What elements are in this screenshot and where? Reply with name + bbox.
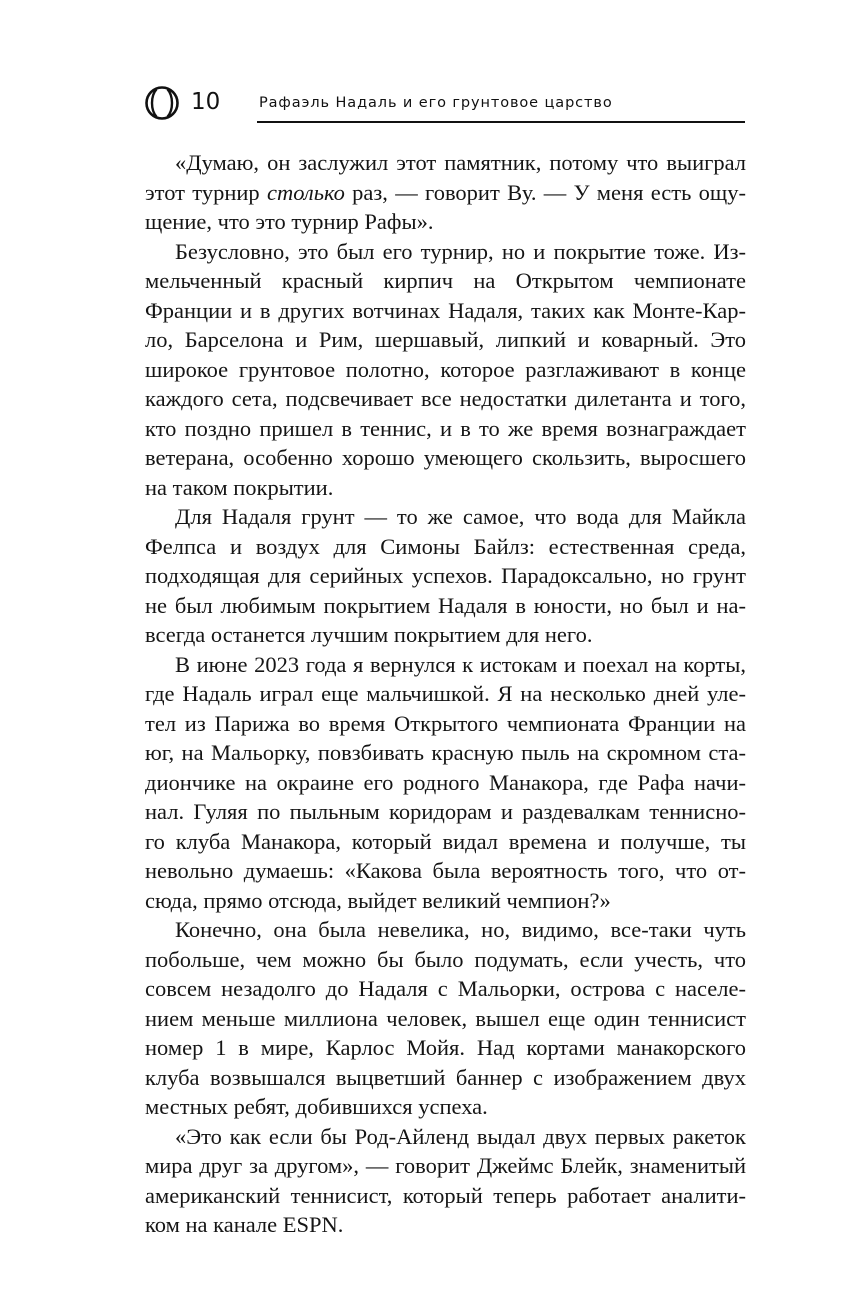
text-line: номер 1 в мире, Карлос Мойя. Над кортами манакорского (145, 1035, 746, 1060)
text-line: подходящая для серийных успехов. Парадоксально, но грунт (145, 563, 746, 588)
text-segment: раз, — говорит Ву. — У меня есть ощу- (344, 179, 746, 205)
text-line: американский теннисист, который теперь работает аналити- (145, 1182, 746, 1208)
text-line: Фелпса и воздух для Симоны Байлз: естественная среда, (145, 533, 746, 559)
italic-emphasis: столько (266, 179, 345, 205)
text-line: ветерана, особенно хорошо умеющего скользить, выросшего (145, 445, 746, 470)
text-line (145, 178, 746, 208)
header-rule (257, 121, 745, 123)
paragraph (145, 148, 746, 237)
text-line: всегда останется лучшим покрытием для него. (145, 622, 593, 647)
text-line: побольше, чем можно бы было подумать, если учесть, что (145, 946, 746, 972)
paragraph (145, 650, 746, 916)
text-line: местных ребят, добившихся успеха. (145, 1094, 488, 1119)
text-line: мира друг за другом», — говорит Джеймс Блейк, знаменитый (145, 1153, 746, 1178)
page-number: 10 (191, 89, 221, 115)
paragraph (145, 237, 746, 503)
text-line: го клуба Манакора, который видал времена и получше, ты (145, 828, 746, 854)
text-line: где Надаль играл еще мальчишкой. Я на несколько дней уле- (145, 681, 746, 706)
text-line: широкое грунтовое полотно, которое разглаживают в конце (145, 356, 746, 382)
text-line: юг, на Мальорку, повзбивать красную пыль на скромном ста- (145, 740, 746, 765)
running-title: Рафаэль Надаль и его грунтовое царство (259, 95, 613, 111)
page-header (145, 80, 745, 124)
text-line: ло, Барселона и Рим, шершавый, липкий и коварный. Это (145, 327, 746, 352)
text-line: «Думаю, он заслужил этот памятник, потому что выиграл (175, 150, 746, 175)
text-line: ком на канале ESPN. (145, 1212, 344, 1237)
text-segment: этот турнир (145, 179, 267, 205)
text-line: невольно думаешь: «Какова была вероятность того, что от- (145, 858, 746, 883)
text-line: на таком покрытии. (145, 474, 334, 500)
text-line: нием меньше миллиона человек, вышел еще один теннисист (145, 1005, 746, 1031)
paragraph (145, 502, 746, 650)
text-line: В июне 2023 года я вернулся к истокам и поехал на корты, (175, 651, 746, 677)
text-line: нал. Гуляя по пыльным коридорам и раздевалкам теннисно- (145, 799, 746, 824)
text-line: щение, что это турнир Рафы». (145, 209, 434, 234)
paragraph (145, 915, 746, 1122)
text-line: Франции и в других вотчинах Надаля, таких как Монте-Кар- (145, 297, 746, 323)
text-line: кто поздно пришел в теннис, и в то же время вознаграждает (145, 415, 746, 441)
text-line: каждого сета, подсвечивает все недостатки дилетанта и того, (145, 386, 746, 411)
text-line: Конечно, она была невелика, но, видимо, все-таки чуть (175, 917, 746, 942)
body-text (145, 148, 746, 1240)
text-line: диончике на окраине его родного Манакора, где Рафа начи- (145, 769, 746, 795)
text-line: мельченный красный кирпич на Открытом чемпионате (145, 268, 746, 293)
text-line: тел из Парижа во время Открытого чемпионата Франции на (145, 710, 746, 736)
text-line: «Это как если бы Род-Айленд выдал двух первых ракеток (175, 1123, 746, 1149)
text-line: Для Надаля грунт — то же самое, что вода для Майкла (175, 504, 746, 529)
text-line: Безусловно, это был его турнир, но и покрытие тоже. Из- (175, 238, 746, 264)
paragraph (145, 1122, 746, 1240)
text-line: не был любимым покрытием Надаля в юности, но был и на- (145, 592, 746, 618)
text-line: сюда, прямо отсюда, выйдет великий чемпион?» (145, 887, 611, 913)
text-line: клуба возвышался выцветший баннер с изображением двух (145, 1064, 746, 1090)
tennis-ball-icon (145, 86, 179, 120)
text-line: совсем незадолго до Надаля с Мальорки, острова с населе- (145, 976, 746, 1001)
